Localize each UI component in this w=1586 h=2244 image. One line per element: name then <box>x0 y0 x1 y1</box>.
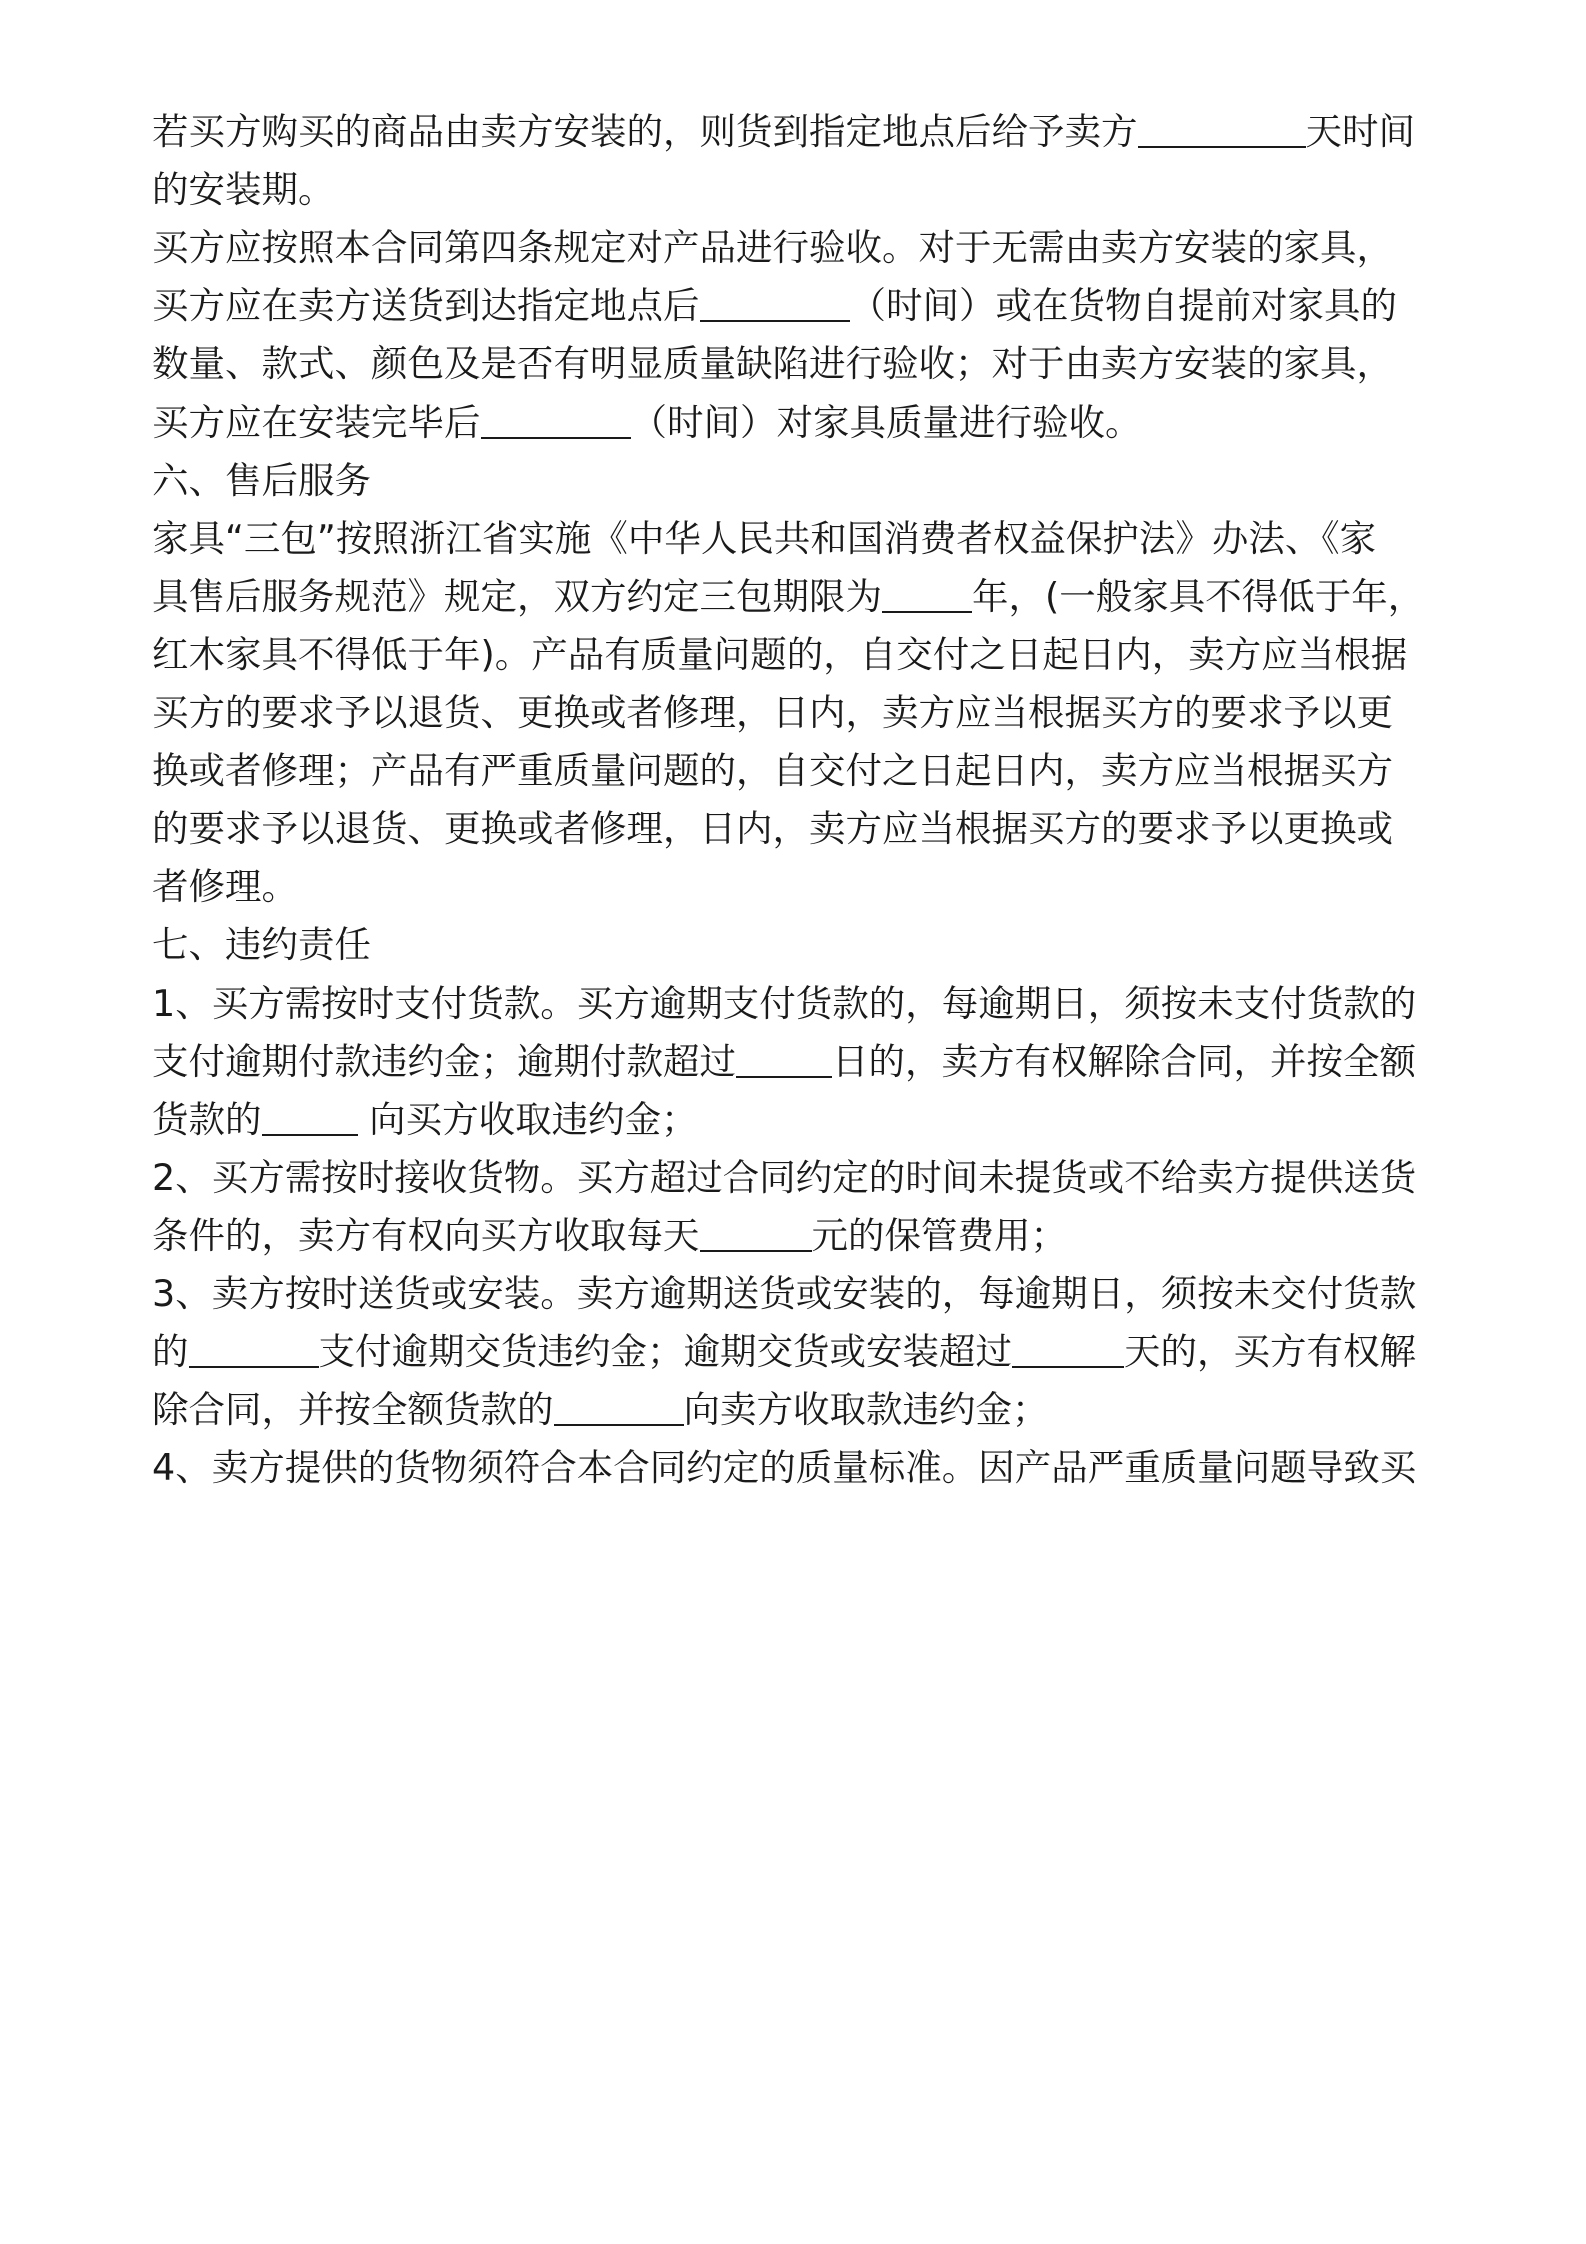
text-line <box>152 746 1393 796</box>
text-segment: 数量、款式、颜色及是否有明显质量缺陷进行验收；对于由卖方安装的家具， <box>152 342 1393 386</box>
text-line <box>152 1037 1416 1087</box>
text-line <box>152 514 1376 564</box>
text-line <box>152 339 1393 389</box>
text-segment: 货款的 <box>152 1097 262 1141</box>
text-segment: 向买方收取违约金； <box>357 1097 698 1141</box>
text-segment: 3、卖方按时送货或安装。卖方逾期送货或安装的，每逾期日，须按未交付货款 <box>152 1272 1417 1315</box>
text-segment: 天的，买方有权解 <box>1124 1330 1416 1374</box>
text-segment: 红木家具不得低于年)。产品有质量问题的，自交付之日起日内，卖方应当根据 <box>152 632 1408 676</box>
text-segment: 年，(一般家具不得低于年， <box>972 574 1425 618</box>
fill-in-blank[interactable] <box>1138 114 1306 148</box>
fill-in-blank[interactable] <box>481 405 631 439</box>
text-segment: 买方的要求予以退货、更换或者修理，日内，卖方应当根据买方的要求予以更 <box>152 691 1393 734</box>
text-line <box>152 165 335 215</box>
text-segment: 七、违约责任 <box>152 923 371 967</box>
text-line <box>152 1443 1416 1493</box>
text-segment: 1、买方需按时支付货款。买方逾期支付货款的，每逾期日，须按未支付货款的 <box>152 981 1417 1025</box>
text-line <box>152 572 1424 622</box>
fill-in-blank[interactable] <box>736 1044 832 1078</box>
text-line <box>152 1327 1416 1377</box>
text-line <box>152 688 1393 738</box>
text-segment: 4、卖方提供的货物须符合本合同约定的质量标准。因产品严重质量问题导致买 <box>152 1446 1417 1490</box>
text-line <box>152 920 371 970</box>
text-segment: 家具“三包”按照浙江省实施《中华人民共和国消费者权益保护法》办法、《家 <box>152 516 1377 560</box>
fill-in-blank[interactable] <box>189 1334 319 1368</box>
text-line <box>152 979 1416 1029</box>
text-line <box>152 862 298 912</box>
fill-in-blank[interactable] <box>882 579 972 613</box>
text-segment: 2、买方需按时接收货物。买方超过合同约定的时间未提货或不给卖方提供送货 <box>152 1155 1417 1199</box>
text-segment: 换或者修理；产品有严重质量问题的，自交付之日起日内，卖方应当根据买方 <box>152 749 1393 793</box>
fill-in-blank[interactable] <box>700 1218 812 1252</box>
text-segment: （时间）或在货物自提前对家具的 <box>849 284 1397 328</box>
text-segment: 的 <box>152 1330 189 1374</box>
text-line <box>152 1269 1416 1319</box>
text-segment: 日的，卖方有权解除合同，并按全额 <box>832 1039 1416 1083</box>
text-segment: 买方应按照本合同第四条规定对产品进行验收。对于无需由卖方安装的家具， <box>152 226 1393 270</box>
text-line <box>152 1211 1067 1261</box>
text-segment: 买方应在卖方送货到达指定地点后 <box>152 284 700 328</box>
text-line <box>152 223 1393 273</box>
text-segment: 六、售后服务 <box>152 458 371 502</box>
fill-in-blank[interactable] <box>1012 1334 1124 1368</box>
text-line <box>152 107 1415 157</box>
text-segment: 具售后服务规范》规定，双方约定三包期限为 <box>152 574 882 618</box>
text-line <box>152 804 1393 854</box>
text-segment: 天时间 <box>1305 110 1415 153</box>
text-segment: 支付逾期交货违约金；逾期交货或安装超过 <box>318 1330 1012 1374</box>
fill-in-blank[interactable] <box>554 1392 684 1426</box>
text-segment: 条件的，卖方有权向买方收取每天 <box>152 1213 700 1257</box>
text-line <box>152 1095 698 1145</box>
fill-in-blank[interactable] <box>700 288 850 322</box>
text-segment: 向卖方收取款违约金； <box>683 1388 1049 1432</box>
fill-in-blank[interactable] <box>262 1102 358 1136</box>
text-line <box>152 398 1142 448</box>
text-segment: 除合同，并按全额货款的 <box>152 1388 554 1432</box>
text-segment: 支付逾期付款违约金；逾期付款超过 <box>152 1039 736 1083</box>
text-line <box>152 1385 1049 1435</box>
text-line <box>152 281 1397 331</box>
text-line <box>152 1153 1416 1203</box>
text-line <box>152 456 371 506</box>
text-segment: 者修理。 <box>152 865 298 909</box>
text-segment: （时间）对家具质量进行验收。 <box>630 400 1142 444</box>
text-segment: 买方应在安装完毕后 <box>152 400 481 444</box>
text-segment: 的要求予以退货、更换或者修理，日内，卖方应当根据买方的要求予以更换或 <box>152 807 1393 851</box>
text-segment: 元的保管费用； <box>811 1213 1067 1257</box>
text-line <box>152 630 1407 680</box>
text-segment: 的安装期。 <box>152 168 335 212</box>
text-segment: 若买方购买的商品由卖方安装的，则货到指定地点后给予卖方 <box>152 110 1138 153</box>
